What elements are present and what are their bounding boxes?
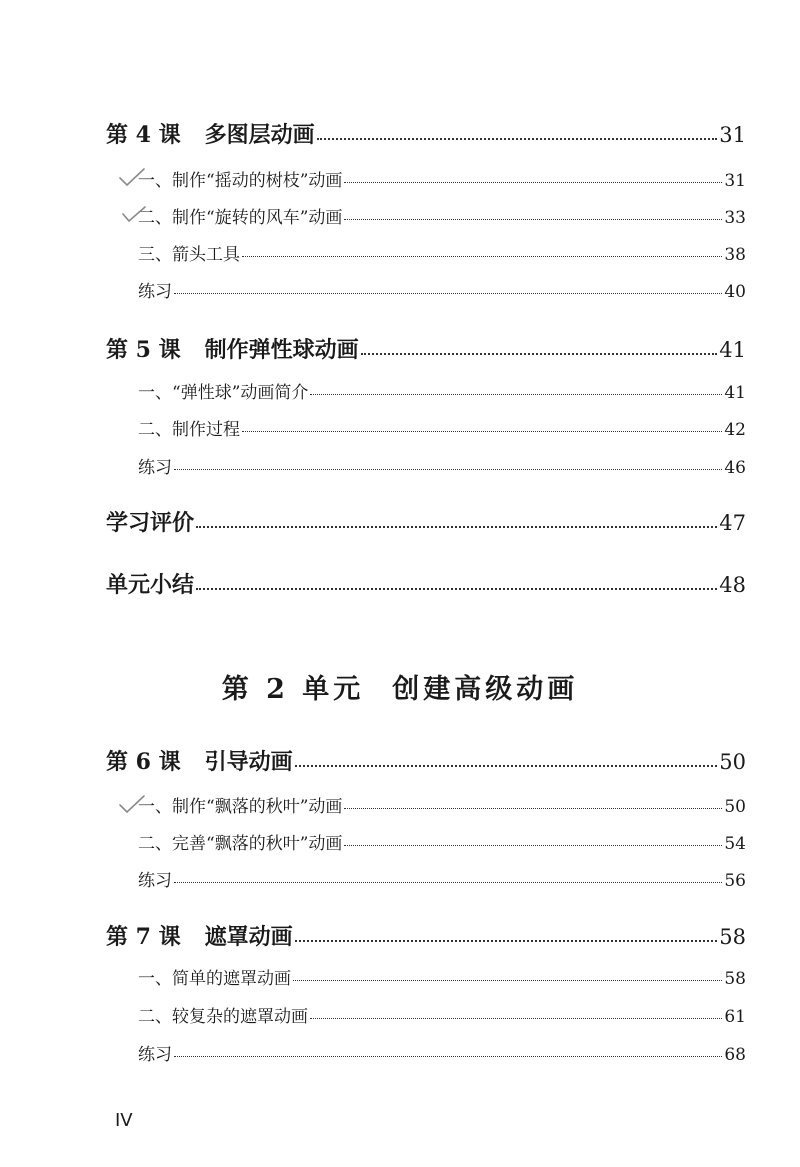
- leader-dots: [293, 963, 722, 981]
- toc-entry: [138, 1002, 746, 1027]
- page-ref: 42: [724, 420, 746, 440]
- toc-entry: [138, 240, 746, 265]
- page-ref: 31: [724, 171, 746, 191]
- page-ref: 54: [724, 834, 746, 854]
- unit-heading: [0, 667, 800, 706]
- toc-entry: [138, 866, 746, 891]
- unit-label: 第 2 单元: [221, 674, 365, 705]
- entry-title: 练习: [138, 458, 172, 478]
- toc-entry: [138, 203, 746, 228]
- toc-entry: [138, 166, 746, 191]
- leader-dots: [344, 202, 722, 220]
- page-ref: 33: [724, 208, 746, 228]
- toc-entry: [138, 453, 746, 478]
- leader-dots: [317, 116, 718, 140]
- entry-title: 一、简单的遮罩动画: [138, 969, 291, 989]
- entry-title: 二、制作“旋转的风车”动画: [138, 208, 343, 228]
- lesson-title: 遮罩动画: [204, 924, 293, 950]
- toc-entry: [138, 792, 746, 817]
- leader-dots: [174, 276, 722, 294]
- entry-title: 一、“弹性球”动画简介: [138, 383, 309, 403]
- page-ref: 68: [724, 1045, 746, 1065]
- toc-entry: [138, 829, 746, 854]
- toc-lesson-4: [106, 118, 746, 149]
- page-ref: 46: [724, 458, 746, 478]
- leader-dots: [242, 239, 722, 257]
- leader-dots: [196, 504, 717, 528]
- lesson-title: 制作弹性球动画: [204, 337, 359, 363]
- toc-entry: [138, 378, 746, 403]
- entry-title: 二、完善“飘落的秋叶”动画: [138, 834, 343, 854]
- page-ref: 38: [724, 245, 746, 265]
- pencil-check-icon: [118, 166, 146, 188]
- lesson-label: 第 6 课: [106, 749, 181, 775]
- entry-title: 学习评价: [106, 510, 195, 536]
- leader-dots: [310, 377, 722, 395]
- leader-dots: [242, 414, 722, 432]
- unit-title: 创建高级动画: [392, 674, 579, 705]
- entry-title: 练习: [138, 871, 172, 891]
- leader-dots: [295, 918, 718, 942]
- lesson-label: 第 7 课: [106, 924, 181, 950]
- page-ref: 61: [724, 1007, 746, 1027]
- leader-dots: [295, 743, 718, 767]
- lesson-title: 多图层动画: [204, 122, 315, 148]
- page-ref: 58: [719, 925, 746, 949]
- toc-entry: [138, 277, 746, 302]
- toc-entry: [138, 415, 746, 440]
- entry-title: 二、制作过程: [138, 420, 240, 440]
- lesson-label: 第 5 课: [106, 337, 181, 363]
- toc-summary: [106, 568, 746, 599]
- leader-dots: [361, 331, 718, 355]
- toc-entry: [138, 1040, 746, 1065]
- page-ref: 50: [724, 797, 746, 817]
- entry-title: 一、制作“摇动的树枝”动画: [138, 171, 343, 191]
- leader-dots: [174, 1039, 722, 1057]
- entry-title: 一、制作“飘落的秋叶”动画: [138, 797, 343, 817]
- leader-dots: [196, 566, 717, 590]
- entry-title: 练习: [138, 282, 172, 302]
- leader-dots: [174, 865, 722, 883]
- entry-title: 练习: [138, 1045, 172, 1065]
- leader-dots: [344, 165, 722, 183]
- toc-lesson-6: [106, 745, 746, 776]
- toc-evaluation: [106, 506, 746, 537]
- page-ref: 41: [719, 338, 746, 362]
- leader-dots: [344, 828, 722, 846]
- page-ref: 31: [719, 123, 746, 147]
- entry-title: 三、箭头工具: [138, 245, 240, 265]
- leader-dots: [344, 791, 722, 809]
- lesson-title: 引导动画: [204, 749, 293, 775]
- page-ref: 47: [719, 511, 746, 535]
- page-number: IV: [115, 1110, 133, 1131]
- entry-title: 二、较复杂的遮罩动画: [138, 1007, 308, 1027]
- pencil-check-icon: [118, 793, 146, 815]
- entry-title: 单元小结: [106, 572, 195, 598]
- leader-dots: [174, 452, 722, 470]
- page-ref: 56: [724, 871, 746, 891]
- toc-entry: [138, 964, 746, 989]
- toc-lesson-7: [106, 920, 746, 951]
- toc-lesson-5: [106, 333, 746, 364]
- page-ref: 58: [724, 969, 746, 989]
- page-ref: 48: [719, 573, 746, 597]
- lesson-label: 第 4 课: [106, 122, 181, 148]
- page-ref: 41: [724, 383, 746, 403]
- pencil-check-icon: [120, 203, 148, 225]
- page-ref: 40: [724, 282, 746, 302]
- leader-dots: [310, 1001, 722, 1019]
- page-ref: 50: [719, 750, 746, 774]
